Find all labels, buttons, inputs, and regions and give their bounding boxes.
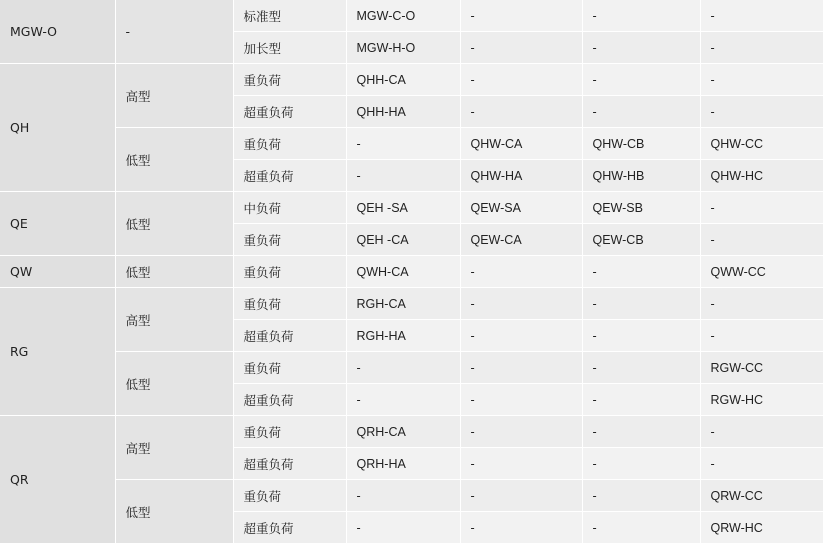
cell-model-1: QHH-CA xyxy=(346,64,460,96)
table-row xyxy=(0,288,823,320)
cell-model-4: QHW-HC xyxy=(700,160,823,192)
cell-model-4: - xyxy=(700,32,823,64)
cell-model-3: - xyxy=(582,320,700,352)
table-row xyxy=(0,64,823,96)
cell-series: QH xyxy=(0,64,115,192)
cell-load-type: 超重负荷 xyxy=(233,384,346,416)
table-row xyxy=(0,352,823,384)
cell-model-1: RGH-CA xyxy=(346,288,460,320)
cell-model-3: - xyxy=(582,256,700,288)
cell-height-type: 高型 xyxy=(115,64,233,128)
cell-series: QR xyxy=(0,416,115,544)
cell-model-3: - xyxy=(582,32,700,64)
cell-series: QE xyxy=(0,192,115,256)
cell-model-1: MGW-C-O xyxy=(346,0,460,32)
cell-load-type: 标准型 xyxy=(233,0,346,32)
cell-model-3: QHW-CB xyxy=(582,128,700,160)
cell-model-1: QWH-CA xyxy=(346,256,460,288)
cell-series: QW xyxy=(0,256,115,288)
cell-height-type: 高型 xyxy=(115,288,233,352)
cell-load-type: 重负荷 xyxy=(233,64,346,96)
cell-model-2: - xyxy=(460,64,582,96)
cell-model-1: - xyxy=(346,352,460,384)
cell-model-1: - xyxy=(346,384,460,416)
cell-model-2: - xyxy=(460,480,582,512)
table-row xyxy=(0,0,823,32)
cell-model-3: - xyxy=(582,0,700,32)
cell-model-4: RGW-CC xyxy=(700,352,823,384)
cell-load-type: 重负荷 xyxy=(233,416,346,448)
cell-model-4: RGW-HC xyxy=(700,384,823,416)
cell-load-type: 超重负荷 xyxy=(233,160,346,192)
cell-series: RG xyxy=(0,288,115,416)
cell-height-type: 高型 xyxy=(115,416,233,480)
cell-load-type: 超重负荷 xyxy=(233,512,346,544)
cell-model-2: - xyxy=(460,256,582,288)
cell-model-2: - xyxy=(460,352,582,384)
cell-model-2: - xyxy=(460,512,582,544)
cell-series: MGW-O xyxy=(0,0,115,64)
cell-height-type: 低型 xyxy=(115,480,233,544)
cell-model-3: QEW-CB xyxy=(582,224,700,256)
cell-height-type: 低型 xyxy=(115,192,233,256)
cell-load-type: 重负荷 xyxy=(233,128,346,160)
cell-model-4: - xyxy=(700,320,823,352)
cell-model-4: - xyxy=(700,224,823,256)
cell-model-4: - xyxy=(700,96,823,128)
cell-model-2: - xyxy=(460,448,582,480)
table-row xyxy=(0,192,823,224)
cell-model-1: QRH-CA xyxy=(346,416,460,448)
cell-model-1: RGH-HA xyxy=(346,320,460,352)
cell-model-4: - xyxy=(700,288,823,320)
cell-model-2: - xyxy=(460,0,582,32)
cell-load-type: 超重负荷 xyxy=(233,320,346,352)
cell-model-1: QEH -CA xyxy=(346,224,460,256)
cell-model-3: - xyxy=(582,480,700,512)
table-row xyxy=(0,256,823,288)
cell-load-type: 重负荷 xyxy=(233,224,346,256)
cell-model-2: - xyxy=(460,96,582,128)
cell-model-3: - xyxy=(582,288,700,320)
cell-load-type: 中负荷 xyxy=(233,192,346,224)
cell-model-2: - xyxy=(460,320,582,352)
cell-model-2: - xyxy=(460,416,582,448)
cell-height-type: 低型 xyxy=(115,352,233,416)
cell-height-type: 低型 xyxy=(115,256,233,288)
cell-load-type: 重负荷 xyxy=(233,352,346,384)
cell-model-4: - xyxy=(700,64,823,96)
cell-model-2: - xyxy=(460,32,582,64)
cell-model-2: - xyxy=(460,288,582,320)
cell-model-4: - xyxy=(700,448,823,480)
cell-model-2: QHW-CA xyxy=(460,128,582,160)
cell-model-1: MGW-H-O xyxy=(346,32,460,64)
cell-model-4: - xyxy=(700,416,823,448)
table-row xyxy=(0,416,823,448)
cell-model-1: - xyxy=(346,160,460,192)
cell-model-4: QWW-CC xyxy=(700,256,823,288)
cell-load-type: 加长型 xyxy=(233,32,346,64)
cell-model-2: QEW-CA xyxy=(460,224,582,256)
cell-model-1: - xyxy=(346,480,460,512)
table-row xyxy=(0,480,823,512)
cell-model-1: QRH-HA xyxy=(346,448,460,480)
cell-model-1: QEH -SA xyxy=(346,192,460,224)
cell-load-type: 重负荷 xyxy=(233,288,346,320)
cell-model-2: QEW-SA xyxy=(460,192,582,224)
cell-load-type: 重负荷 xyxy=(233,256,346,288)
cell-model-3: - xyxy=(582,384,700,416)
cell-model-3: - xyxy=(582,512,700,544)
cell-model-4: QHW-CC xyxy=(700,128,823,160)
cell-model-1: QHH-HA xyxy=(346,96,460,128)
cell-load-type: 超重负荷 xyxy=(233,96,346,128)
cell-model-4: - xyxy=(700,0,823,32)
cell-load-type: 超重负荷 xyxy=(233,448,346,480)
cell-model-4: - xyxy=(700,192,823,224)
cell-height-type: - xyxy=(115,0,233,64)
cell-height-type: 低型 xyxy=(115,128,233,192)
cell-model-1: - xyxy=(346,512,460,544)
cell-model-3: QEW-SB xyxy=(582,192,700,224)
cell-model-1: - xyxy=(346,128,460,160)
cell-model-4: QRW-CC xyxy=(700,480,823,512)
cell-model-3: - xyxy=(582,64,700,96)
cell-model-2: QHW-HA xyxy=(460,160,582,192)
cell-model-3: - xyxy=(582,96,700,128)
cell-load-type: 重负荷 xyxy=(233,480,346,512)
cell-model-3: - xyxy=(582,352,700,384)
cell-model-3: QHW-HB xyxy=(582,160,700,192)
table-row xyxy=(0,128,823,160)
cell-model-3: - xyxy=(582,416,700,448)
cell-model-4: QRW-HC xyxy=(700,512,823,544)
cell-model-2: - xyxy=(460,384,582,416)
cell-model-3: - xyxy=(582,448,700,480)
